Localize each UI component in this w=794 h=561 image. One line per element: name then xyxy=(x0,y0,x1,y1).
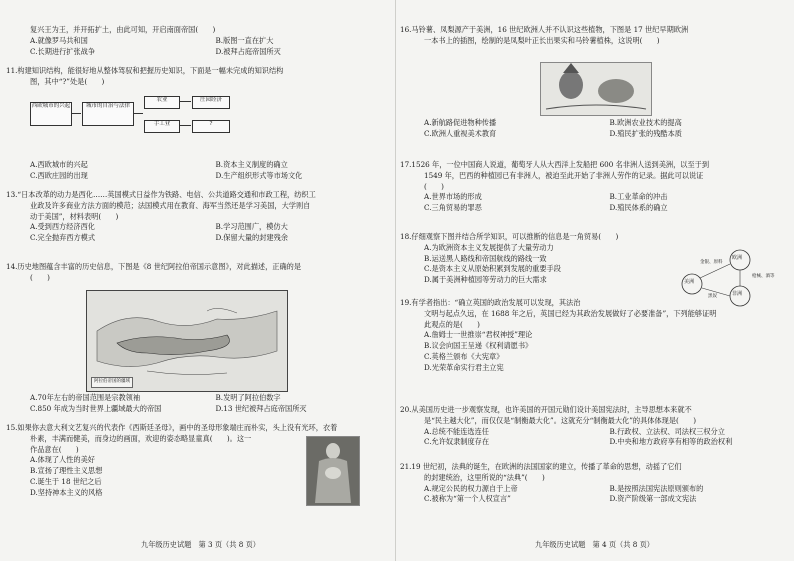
diagram-question-box: ? xyxy=(192,120,230,133)
option-b: B.行政权、立法权、司法权三权分立 xyxy=(609,426,725,436)
option-b: B.工业革命的冲击 xyxy=(609,192,668,202)
diagram-box: 庄园经济 xyxy=(192,96,230,109)
question-stem: 11.构建知识结构，能很好地从整体驾驭和把握历史知识，下面是一幅未完成的知识结构 xyxy=(6,66,284,75)
option-d: D.中央和地方政府享有相等的政治权利 xyxy=(609,437,733,447)
question-16-options xyxy=(400,118,789,140)
option-c: C.被称为“第一个人权宣言” xyxy=(424,494,511,504)
option-c: C.三角贸易的罪恶 xyxy=(424,203,482,213)
option-c: C.是资本主义从原始积累到发展的重要手段 xyxy=(424,264,561,274)
option-d: D.保留大量的封建残余 xyxy=(215,233,288,243)
option-b: B.资本主义制度的确立 xyxy=(215,160,288,169)
diagram-box: 手工业 xyxy=(144,120,180,133)
question-stem: 18.仔细观察下图并结合所学知识，可以推断的信息是一角贸易( ) xyxy=(400,232,619,241)
question-stem: 是“民主越大化”，而仅仅是“制衡最大化”。这就充分“制衡最大化”的具体体现是( ) xyxy=(424,415,697,425)
question-stem: 的封建统治，这里所说的“法典”( ) xyxy=(424,472,545,482)
question-stem: 19.有学者指出：“确立英国的政治发展可以发现，其法治 xyxy=(400,298,581,307)
option-c: C.850 年成为当时世界上疆域最大的帝国 xyxy=(30,403,162,413)
diagram-box: 城市的自治与法律 xyxy=(82,102,134,126)
question-13 xyxy=(6,190,395,244)
option-b: B.是按照法国宪法原则颁布的 xyxy=(609,483,704,493)
question-stem: ( ) xyxy=(30,272,50,282)
question-stem: 1549 年，巴西的种植园已有非洲人，被迫至此开始了非洲人劳作的记录。据此可以说证 xyxy=(424,170,704,180)
option-c: C.完全抛弃西方模式 xyxy=(30,233,96,243)
question-stem: 文明与起点久远，在 1688 年之后，英国已经为其政治发展做好了必要准备”，下列能够证明 xyxy=(424,308,717,318)
question-stem: 17.1526 年，一位中国商人说道，葡萄牙人从大西洋上发船把 600 名非洲人送到美洲，以至于到 xyxy=(400,160,710,169)
option-c: C.英格兰颁布《大宪章》 xyxy=(424,351,504,361)
pineapple-potato-illustration xyxy=(540,62,652,116)
diagram-node-europe: 欧洲 xyxy=(732,255,743,261)
page-3 xyxy=(6,0,395,561)
question-stem: 14.历史地图蕴含丰富的历史信息，下图是《8 世纪阿拉伯帝国示意图》，对此描述，正确的是 xyxy=(6,262,302,271)
question-11 xyxy=(6,66,395,88)
options xyxy=(6,36,395,58)
question-21 xyxy=(400,462,789,505)
option-d: D.坚持神本主义的风格 xyxy=(30,487,103,497)
arab-empire-map xyxy=(86,290,288,392)
question-stem: 业政及许多商业方法方面的模范；法国模式用在教育、海军当然还是学习美国，大学则自 xyxy=(30,200,311,210)
question-stem: 朴素，丰满而健美，而身边的画面，欢迎的姿态略显童真( )。这一 xyxy=(30,433,252,443)
question-stem: 16.马铃薯、凤梨源产于美洲，16 世纪欧洲人并不认识这些植物，下图是 17 世纪早期欧洲 xyxy=(400,25,689,34)
option-a: A.就像罗马共和国 xyxy=(30,35,88,45)
option-a: A.新航路促进物种传播 xyxy=(424,118,497,127)
diagram-label: 金银、原料 xyxy=(700,260,723,265)
option-b: B.运送黑人路线和帝国航线的路线一致 xyxy=(424,253,547,263)
question-text: 复兴王为王，并开拓扩土，由此可知，开启南面帝国( ) xyxy=(30,25,216,34)
diagram-node-america: 美洲 xyxy=(684,279,695,285)
page-footer: 九年级历史试题 第 3 页（共 8 页） xyxy=(141,540,260,550)
question-14-options xyxy=(6,393,395,415)
option-c: C.诞生于 18 世纪之后 xyxy=(30,476,102,486)
question-16 xyxy=(400,25,789,47)
question-10-tail xyxy=(6,25,395,57)
diagram-node-africa: 非洲 xyxy=(732,291,743,297)
question-14 xyxy=(6,262,395,284)
option-d: D.殖民扩张的残酷本质 xyxy=(609,128,682,138)
option-b: B.宣扬了理性主义思想 xyxy=(30,466,103,476)
option-b: B.学习范围广，模仿大 xyxy=(215,222,288,232)
option-c: C.欧洲人重视美术教育 xyxy=(424,128,497,138)
option-a: A.规定公民的权力源自于上帝 xyxy=(424,483,518,493)
option-a: A.总统不能连选连任 xyxy=(424,426,489,436)
option-b: B.发明了阿拉伯数字 xyxy=(215,393,281,402)
sistine-madonna-image xyxy=(306,436,360,506)
page-4 xyxy=(400,0,789,561)
diagram-box: 农业 xyxy=(144,96,180,109)
option-c: C.长期进行扩张战争 xyxy=(30,46,96,56)
option-d: D.属于美洲种植园等劳动力的巨大需求 xyxy=(424,275,547,285)
options xyxy=(400,243,674,286)
option-a: A.为欧洲资本主义发展提供了大量劳动力 xyxy=(424,242,554,252)
question-20 xyxy=(400,405,789,448)
options xyxy=(400,330,789,373)
option-a: A.世界市场的形成 xyxy=(424,192,482,202)
option-d: D.13 世纪被拜占庭帝国所灭 xyxy=(215,403,307,413)
question-stem: 动于美国”，材料表明( ) xyxy=(30,211,119,221)
question-stem: 作品意在( ) xyxy=(30,444,79,454)
page-footer: 九年级历史试题 第 4 页（共 8 页） xyxy=(535,540,654,550)
page-fold-divider xyxy=(395,0,396,561)
question-11-options xyxy=(6,160,395,182)
question-stem: 15.如果你去意大利文艺复兴的代表作《西斯廷圣母》，画中的圣母形象端庄而朴实，头上没有光环，衣着 xyxy=(6,423,338,432)
option-d: D.资产阶级第一部成文宪法 xyxy=(609,494,697,504)
option-d: D.生产组织形式等市场文化 xyxy=(215,170,303,180)
map-legend: 阿拉伯帝国的疆域 xyxy=(91,377,133,388)
option-a: A.受到西方经济西化 xyxy=(30,222,95,232)
question-stem: 图，其中“?”处是( ) xyxy=(30,76,105,86)
question-stem: ( ) xyxy=(424,181,444,191)
option-d: D.殖民体系的确立 xyxy=(609,203,668,213)
question-19 xyxy=(400,298,789,374)
question-stem: 13.“日本改革的动力是西化……英国模式日益作为铁路、电信、公共道路交通和市政工程，纺织工 xyxy=(6,190,316,199)
option-a: A.西欧城市的兴起 xyxy=(30,160,88,169)
option-a: A.70年左右的帝国范围是宗教领袖 xyxy=(30,393,141,402)
option-b: B.议会向国王呈递《权利请愿书》 xyxy=(424,341,533,351)
option-a: A.体现了人性的美好 xyxy=(30,455,95,465)
question-stem: 此观点的是( ) xyxy=(424,319,480,329)
option-d: D.被拜占庭帝国所灭 xyxy=(215,46,281,56)
option-b: B.版图一直在扩大 xyxy=(215,35,274,45)
diagram-box: 西欧城市的兴起 xyxy=(30,102,72,126)
question-stem: 一本书上的插图，绘制的是凤梨叶正长出果实和马铃薯植株，这说明( ) xyxy=(424,35,660,45)
option-c: C.西欧庄园的出现 xyxy=(30,170,88,180)
option-b: B.欧洲农业技术的提高 xyxy=(609,118,682,127)
option-d: D.光荣革命实行君主立宪 xyxy=(424,362,504,372)
option-c: C.允许奴隶制度存在 xyxy=(424,437,490,447)
question-stem: 21.19 世纪初，法典的诞生，在欧洲的法国国家的建立，传播了革命的思想，动摇了它们 xyxy=(400,462,682,471)
question-stem: 20.从美国历史进一步观察发现，也许美国的开国元勋们设计美国宪法时，主导思想本来就不 xyxy=(400,405,692,414)
diagram-label: 枪械、酒等 xyxy=(752,274,775,279)
knowledge-structure-diagram xyxy=(30,94,350,160)
diagram-label: 黑奴 xyxy=(708,294,717,299)
question-17 xyxy=(400,160,789,214)
option-a: A.詹姆士一世推崇“君权神授”理论 xyxy=(424,330,533,340)
